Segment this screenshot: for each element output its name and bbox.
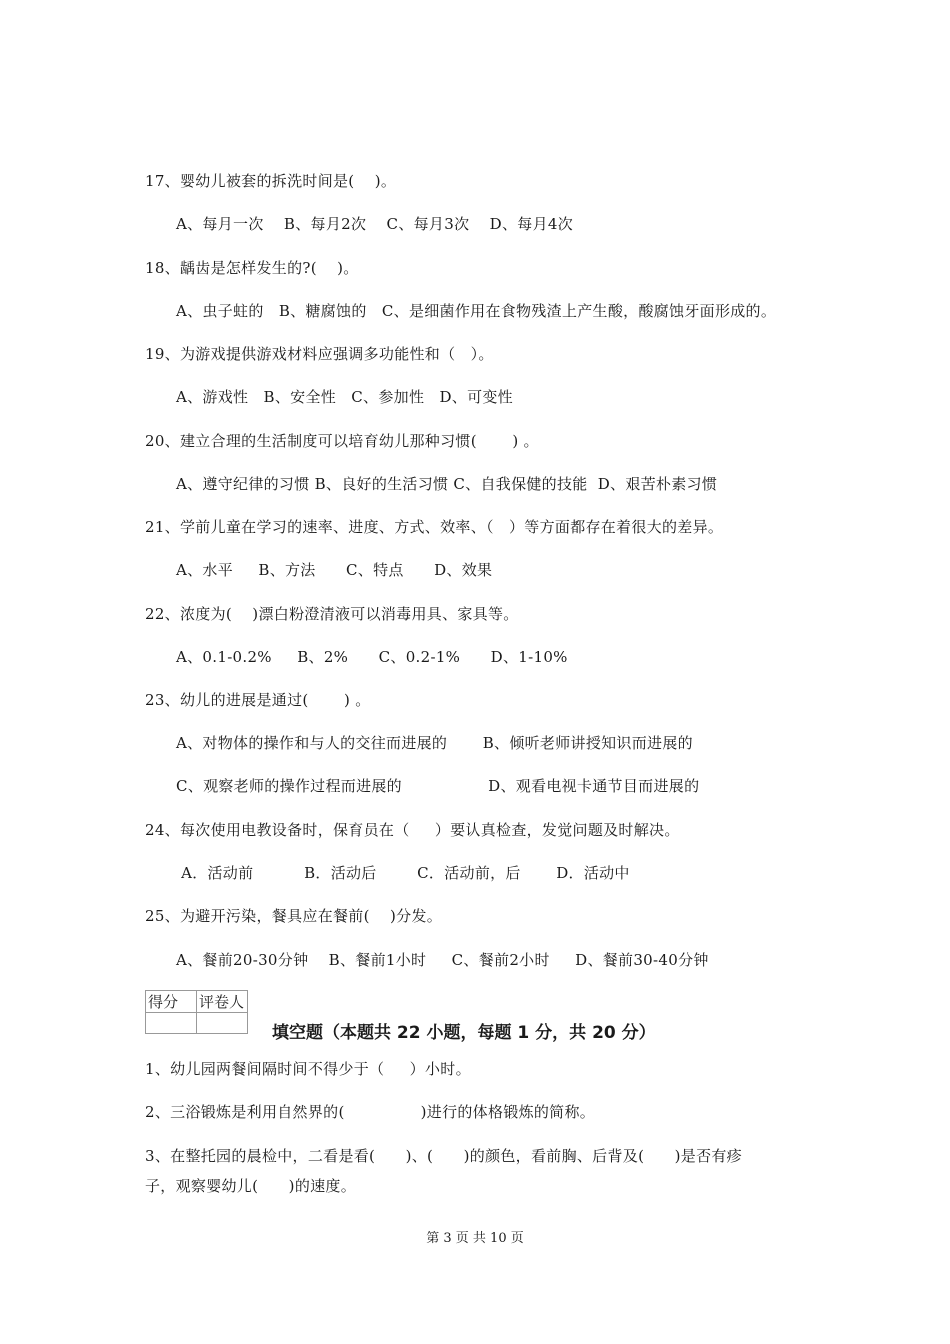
section-title: 填空题（本题共 22 小题，每题 1 分，共 20 分） xyxy=(272,1023,656,1043)
question-18: 18、龋齿是怎样发生的?( )。 xyxy=(145,259,359,277)
score-cell xyxy=(146,1013,197,1034)
question-23-options-row1: A、对物体的操作和与人的交往而进展的 B、倾听老师讲授知识而进展的 xyxy=(176,734,693,752)
page-footer: 第 3 页 共 10 页 xyxy=(426,1231,524,1246)
question-24-options: A．活动前 B．活动后 C．活动前，后 D．活动中 xyxy=(176,864,630,882)
question-21-options: A、水平 B、方法 C、特点 D、效果 xyxy=(176,561,493,579)
question-20: 20、建立合理的生活制度可以培育幼儿那种习惯( ) 。 xyxy=(145,432,539,450)
fill-blank-2: 2、三浴锻炼是利用自然界的( )进行的体格锻炼的简称。 xyxy=(145,1103,596,1121)
question-22: 22、浓度为( )漂白粉澄清液可以消毒用具、家具等。 xyxy=(145,605,519,623)
question-20-options: A、遵守纪律的习惯 B、良好的生活习惯 C、自我保健的技能 D、艰苦朴素习惯 xyxy=(176,475,718,493)
question-21: 21、学前儿童在学习的速率、进度、方式、效率、（ ）等方面都存在着很大的差异。 xyxy=(145,518,724,536)
fill-blank-3: 3、在整托园的晨检中，二看是看( )、( )的颜色，看前胸、后背及( )是否有疹 xyxy=(145,1147,742,1165)
grader-cell xyxy=(197,1013,248,1034)
question-25: 25、为避开污染，餐具应在餐前( )分发。 xyxy=(145,907,443,925)
question-19-options: A、游戏性 B、安全性 C、参加性 D、可变性 xyxy=(176,388,513,406)
fill-blank-1: 1、幼儿园两餐间隔时间不得少于（ ）小时。 xyxy=(145,1060,471,1078)
question-23-options-row2: C、观察老师的操作过程而进展的 D、观看电视卡通节目而进展的 xyxy=(176,777,700,795)
question-19: 19、为游戏提供游戏材料应强调多功能性和（ ）。 xyxy=(145,345,494,363)
score-box xyxy=(145,990,248,1034)
question-18-options: A、虫子蛀的 B、糖腐蚀的 C、是细菌作用在食物残渣上产生酸，酸腐蚀牙面形成的。 xyxy=(176,302,777,320)
question-24: 24、每次使用电教设备时，保育员在（ ）要认真检查，发觉问题及时解决。 xyxy=(145,821,680,839)
question-22-options: A、0.1-0.2% B、2% C、0.2-1% D、1-10% xyxy=(176,648,568,666)
score-label: 得分 xyxy=(146,991,197,1013)
fill-blank-3-cont: 子，观察婴幼儿( )的速度。 xyxy=(145,1177,357,1195)
question-17-options: A、每月一次 B、每月2次 C、每月3次 D、每月4次 xyxy=(176,215,574,233)
grader-label: 评卷人 xyxy=(197,991,248,1013)
question-23: 23、幼儿的进展是通过( ) 。 xyxy=(145,691,371,709)
question-17: 17、婴幼儿被套的拆洗时间是( )。 xyxy=(145,172,397,190)
question-25-options: A、餐前20-30分钟 B、餐前1小时 C、餐前2小时 D、餐前30-40分钟 xyxy=(176,951,709,969)
